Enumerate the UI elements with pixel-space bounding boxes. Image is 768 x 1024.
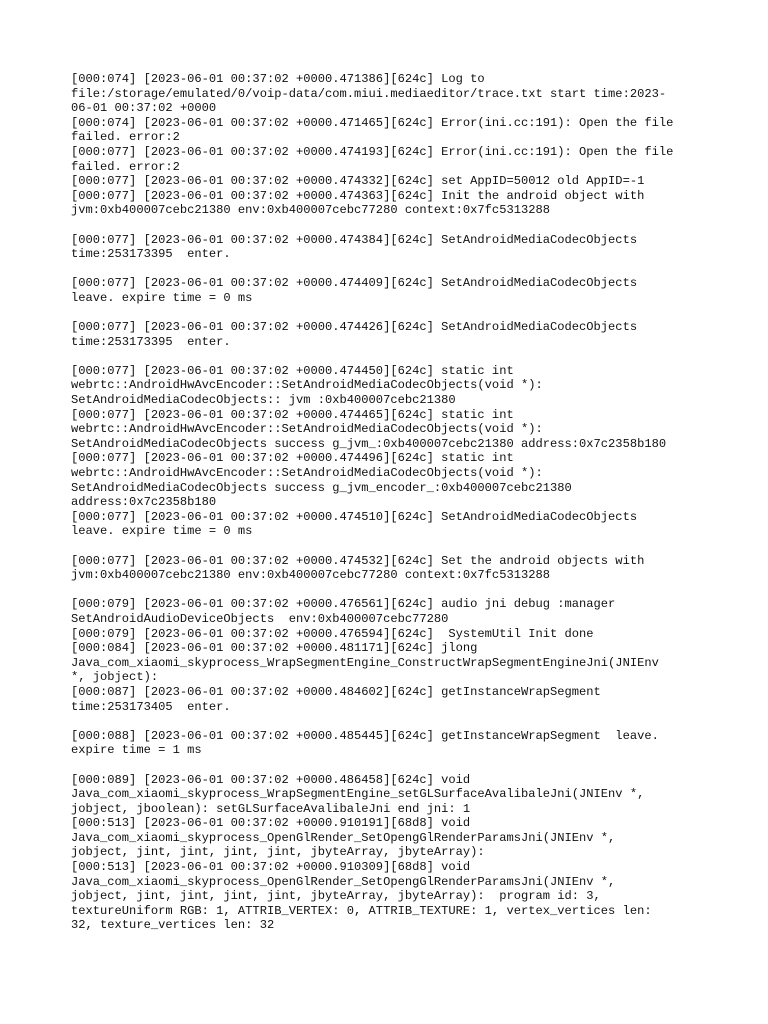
log-line: leave. expire time = 0 ms (71, 524, 253, 539)
log-line: [000:077] [2023-06-01 00:37:02 +0000.474409][624c] SetAndroidMediaCodecObjects (71, 276, 638, 291)
log-line: [000:074] [2023-06-01 00:37:02 +0000.471465][624c] Error(ini.cc:191): Open the file (71, 115, 674, 130)
log-line: file:/storage/emulated/0/voip-data/com.miui.mediaeditor/trace.txt start time:2023- (71, 86, 667, 101)
log-line: [000:077] [2023-06-01 00:37:02 +0000.474532][624c] Set the android objects with (71, 553, 645, 568)
log-line: webrtc::AndroidHwAvcEncoder::SetAndroidMediaCodecObjects(void *): (71, 378, 543, 393)
log-line: Java_com_xiaomi_skyprocess_WrapSegmentEngine_setGLSurfaceAvalibaleJni(JNIEnv *, (71, 787, 645, 802)
log-line: 32, texture_vertices len: 32 (71, 918, 275, 933)
log-line: [000:079] [2023-06-01 00:37:02 +0000.476561][624c] audio jni debug :manager (71, 597, 616, 612)
log-line: SetAndroidAudioDeviceObjects env:0xb400007cebc77280 (71, 611, 449, 626)
log-line: SetAndroidMediaCodecObjects:: jvm :0xb400007cebc21380 (71, 393, 456, 408)
log-line: [000:087] [2023-06-01 00:37:02 +0000.484602][624c] getInstanceWrapSegment (71, 684, 601, 699)
log-line: [000:074] [2023-06-01 00:37:02 +0000.471386][624c] Log to (71, 72, 485, 86)
blank-line (71, 583, 711, 598)
blank-line (71, 306, 711, 321)
log-line: time:253173395 enter. (71, 334, 231, 349)
log-line: Java_com_xiaomi_skyprocess_WrapSegmentEngine_ConstructWrapSegmentEngineJni(JNIEnv (71, 655, 659, 670)
log-line: [000:077] [2023-06-01 00:37:02 +0000.474450][624c] static int (71, 363, 514, 378)
log-line: jobject, jint, jint, jint, jint, jbyteArray, jbyteArray): (71, 845, 485, 860)
blank-line (71, 539, 711, 554)
log-line: Java_com_xiaomi_skyprocess_OpenGlRender_SetOpengGlRenderParamsJni(JNIEnv *, (71, 830, 616, 845)
log-line: [000:077] [2023-06-01 00:37:02 +0000.474426][624c] SetAndroidMediaCodecObjects (71, 320, 638, 335)
log-line: [000:077] [2023-06-01 00:37:02 +0000.474510][624c] SetAndroidMediaCodecObjects (71, 509, 638, 524)
log-line: SetAndroidMediaCodecObjects success g_jvm_:0xb400007cebc21380 address:0x7c2358b180 (71, 436, 667, 451)
log-line: webrtc::AndroidHwAvcEncoder::SetAndroidMediaCodecObjects(void *): (71, 466, 543, 481)
blank-line (71, 758, 711, 773)
blank-line (71, 714, 711, 729)
log-line: [000:079] [2023-06-01 00:37:02 +0000.476594][624c] SystemUtil Init done (71, 626, 594, 641)
log-line: webrtc::AndroidHwAvcEncoder::SetAndroidMediaCodecObjects(void *): (71, 422, 543, 437)
log-line: [000:077] [2023-06-01 00:37:02 +0000.474496][624c] static int (71, 451, 514, 466)
log-line: jvm:0xb400007cebc21380 env:0xb400007cebc77280 context:0x7fc5313288 (71, 568, 550, 583)
log-line: *, jobject): (71, 670, 159, 685)
log-line: expire time = 1 ms (71, 743, 202, 758)
log-line: SetAndroidMediaCodecObjects success g_jvm_encoder_:0xb400007cebc21380 (71, 480, 572, 495)
blank-line (71, 349, 711, 364)
log-line: [000:513] [2023-06-01 00:37:02 +0000.910191][68d8] void (71, 816, 471, 831)
log-line: [000:084] [2023-06-01 00:37:02 +0000.481171][624c] jlong (71, 641, 478, 656)
blank-line (71, 262, 711, 277)
log-line: 06-01 00:37:02 +0000 (71, 101, 217, 116)
log-line: [000:089] [2023-06-01 00:37:02 +0000.486458][624c] void (71, 772, 471, 787)
log-line: [000:077] [2023-06-01 00:37:02 +0000.474332][624c] set AppID=50012 old AppID=-1 (71, 174, 645, 189)
log-line: failed. error:2 (71, 130, 180, 145)
log-line: jvm:0xb400007cebc21380 env:0xb400007cebc77280 context:0x7fc5313288 (71, 203, 550, 218)
log-line: address:0x7c2358b180 (71, 495, 217, 510)
log-line: [000:077] [2023-06-01 00:37:02 +0000.474363][624c] Init the android object with (71, 188, 645, 203)
log-line: textureUniform RGB: 1, ATTRIB_VERTEX: 0, ATTRIB_TEXTURE: 1, vertex_vertices len: (71, 903, 652, 918)
log-line: [000:513] [2023-06-01 00:37:02 +0000.910309][68d8] void (71, 860, 471, 875)
log-line: leave. expire time = 0 ms (71, 290, 253, 305)
log-line: jobject, jint, jint, jint, jint, jbyteArray, jbyteArray): program id: 3, (71, 889, 601, 904)
log-line: jobject, jboolean): setGLSurfaceAvalibaleJni end jni: 1 (71, 801, 471, 816)
log-line: [000:077] [2023-06-01 00:37:02 +0000.474384][624c] SetAndroidMediaCodecObjects (71, 232, 638, 247)
log-line: [000:077] [2023-06-01 00:37:02 +0000.474193][624c] Error(ini.cc:191): Open the file (71, 144, 674, 159)
blank-line (71, 218, 711, 233)
log-line: Java_com_xiaomi_skyprocess_OpenGlRender_SetOpengGlRenderParamsJni(JNIEnv *, (71, 874, 616, 889)
log-line: failed. error:2 (71, 159, 180, 174)
log-text (71, 72, 711, 933)
log-line: [000:077] [2023-06-01 00:37:02 +0000.474465][624c] static int (71, 407, 514, 422)
log-line: [000:088] [2023-06-01 00:37:02 +0000.485445][624c] getInstanceWrapSegment leave. (71, 728, 659, 743)
log-line: time:253173405 enter. (71, 699, 231, 714)
log-line: time:253173395 enter. (71, 247, 231, 262)
